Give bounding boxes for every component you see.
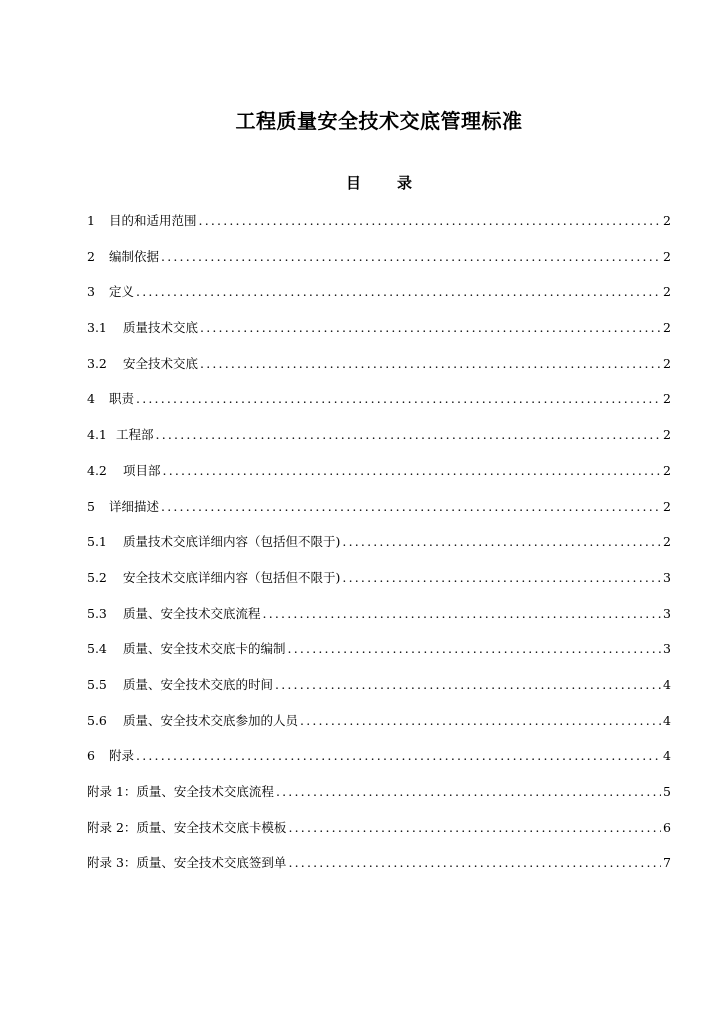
toc-entry[interactable] (87, 388, 671, 424)
toc-leader-dots (288, 638, 662, 660)
toc-entry[interactable] (87, 852, 671, 888)
toc-entry-number: 1 (87, 213, 95, 228)
toc-entry-number: 5.2 (87, 569, 107, 585)
toc-entry-title: 附录 2：质量、安全技术交底卡模板 (87, 819, 287, 835)
toc-entry[interactable] (87, 246, 671, 282)
toc-entry-number: 4.2 (87, 462, 107, 478)
toc-entry-page: 2 (663, 355, 671, 371)
toc-entry-page: 3 (663, 605, 671, 621)
toc-entry-number: 5.3 (87, 605, 107, 621)
toc-entry-page: 2 (663, 534, 671, 550)
toc-entry[interactable] (87, 210, 671, 246)
toc-entry-page: 2 (663, 391, 671, 407)
toc-leader-dots (288, 852, 661, 874)
toc-entry-title: 详细描述 (109, 498, 160, 514)
toc-entry[interactable] (87, 745, 671, 781)
toc-entry[interactable] (87, 496, 671, 532)
toc-entry-page: 2 (663, 427, 671, 443)
toc-entry-title: 质量、安全技术交底卡的编制 (123, 641, 286, 657)
toc-heading-right: 录 (397, 174, 413, 192)
toc-entry[interactable] (87, 781, 671, 817)
toc-entry-page: 7 (663, 855, 671, 871)
toc-entry-title: 附录 (109, 748, 135, 764)
toc-leader-dots (199, 210, 662, 232)
toc-entry[interactable] (87, 817, 671, 853)
toc-entry-number: 5 (87, 498, 95, 514)
toc-entry-title: 安全技术交底详细内容（包括但不限于) (123, 569, 341, 585)
toc-heading (0, 172, 724, 194)
toc-entry-number: 4 (87, 391, 95, 407)
toc-entry-title: 质量、安全技术交底的时间 (123, 676, 274, 692)
toc-entry-number: 4.1 (87, 427, 107, 443)
toc-leader-dots (163, 460, 662, 482)
toc-leader-dots (342, 531, 661, 553)
toc-entry[interactable] (87, 603, 671, 639)
toc-entry-title: 目的和适用范围 (109, 213, 197, 228)
toc-entry-title: 工程部 (116, 427, 154, 443)
toc-entry-page: 2 (663, 462, 671, 478)
toc-entry[interactable] (87, 353, 671, 389)
toc-leader-dots (300, 710, 661, 732)
toc-leader-dots (275, 674, 661, 696)
toc-entry-number: 5.5 (87, 676, 107, 692)
toc-entry[interactable] (87, 638, 671, 674)
toc-leader-dots (161, 246, 661, 268)
toc-entry-page: 4 (663, 712, 671, 728)
toc-leader-dots (342, 567, 661, 589)
toc-entry[interactable] (87, 460, 671, 496)
toc-leader-dots (200, 317, 661, 339)
toc-leader-dots (156, 424, 662, 446)
toc-entry-title: 安全技术交底 (123, 355, 199, 371)
toc-entry-number: 3.1 (87, 320, 107, 336)
toc-entry-title: 质量技术交底 (123, 320, 199, 336)
toc-entry-title: 质量技术交底详细内容（包括但不限于) (123, 534, 341, 550)
toc-entry-page: 4 (663, 748, 671, 764)
toc-entry[interactable] (87, 281, 671, 317)
toc-entry-page: 2 (663, 498, 671, 514)
toc-entry-page: 2 (663, 284, 671, 300)
toc-entry-number: 2 (87, 248, 95, 264)
toc-entry-number: 3 (87, 284, 95, 300)
toc-leader-dots (200, 353, 661, 375)
toc-entry-number: 6 (87, 748, 95, 764)
toc-entry-title: 项目部 (123, 462, 161, 478)
toc-entry-page: 2 (663, 320, 671, 336)
toc-entry-number: 5.1 (87, 534, 107, 550)
toc-leader-dots (136, 388, 661, 410)
toc-entry[interactable] (87, 674, 671, 710)
toc-leader-dots (136, 745, 661, 767)
toc-leader-dots (161, 496, 661, 518)
toc-entry-title: 附录 3：质量、安全技术交底签到单 (87, 855, 287, 871)
toc-entry[interactable] (87, 317, 671, 353)
toc-entry-title: 定义 (109, 284, 135, 300)
toc-entry-title: 职责 (109, 391, 135, 407)
toc-entry-number: 5.4 (87, 641, 107, 657)
toc-entry-page: 3 (663, 641, 671, 657)
toc-entry-title: 附录 1：质量、安全技术交底流程 (87, 784, 274, 799)
toc-leader-dots (263, 603, 662, 625)
toc-entry-page: 5 (663, 784, 671, 799)
toc-entry-page: 6 (663, 819, 671, 835)
toc-entry[interactable] (87, 531, 671, 567)
toc-entry-title: 编制依据 (109, 248, 160, 264)
toc-heading-left: 目 (345, 174, 361, 192)
toc-entry-title: 质量、安全技术交底参加的人员 (123, 712, 299, 728)
toc-leader-dots (288, 817, 661, 839)
toc-entry[interactable] (87, 424, 671, 460)
toc-entry-title: 质量、安全技术交底流程 (123, 605, 261, 621)
document-title: 工程质量安全技术交底管理标准 (235, 109, 523, 133)
toc-entry-page: 3 (663, 569, 671, 585)
toc-leader-dots (136, 281, 661, 303)
toc-leader-dots (276, 781, 661, 803)
toc-entry[interactable] (87, 567, 671, 603)
toc-entry-page: 4 (663, 676, 671, 692)
toc-entry-page: 2 (663, 248, 671, 264)
toc-entry-number: 3.2 (87, 355, 107, 371)
toc-entry-page: 2 (663, 213, 671, 228)
table-of-contents (87, 210, 671, 888)
toc-entry[interactable] (87, 710, 671, 746)
toc-entry-number: 5.6 (87, 712, 107, 728)
